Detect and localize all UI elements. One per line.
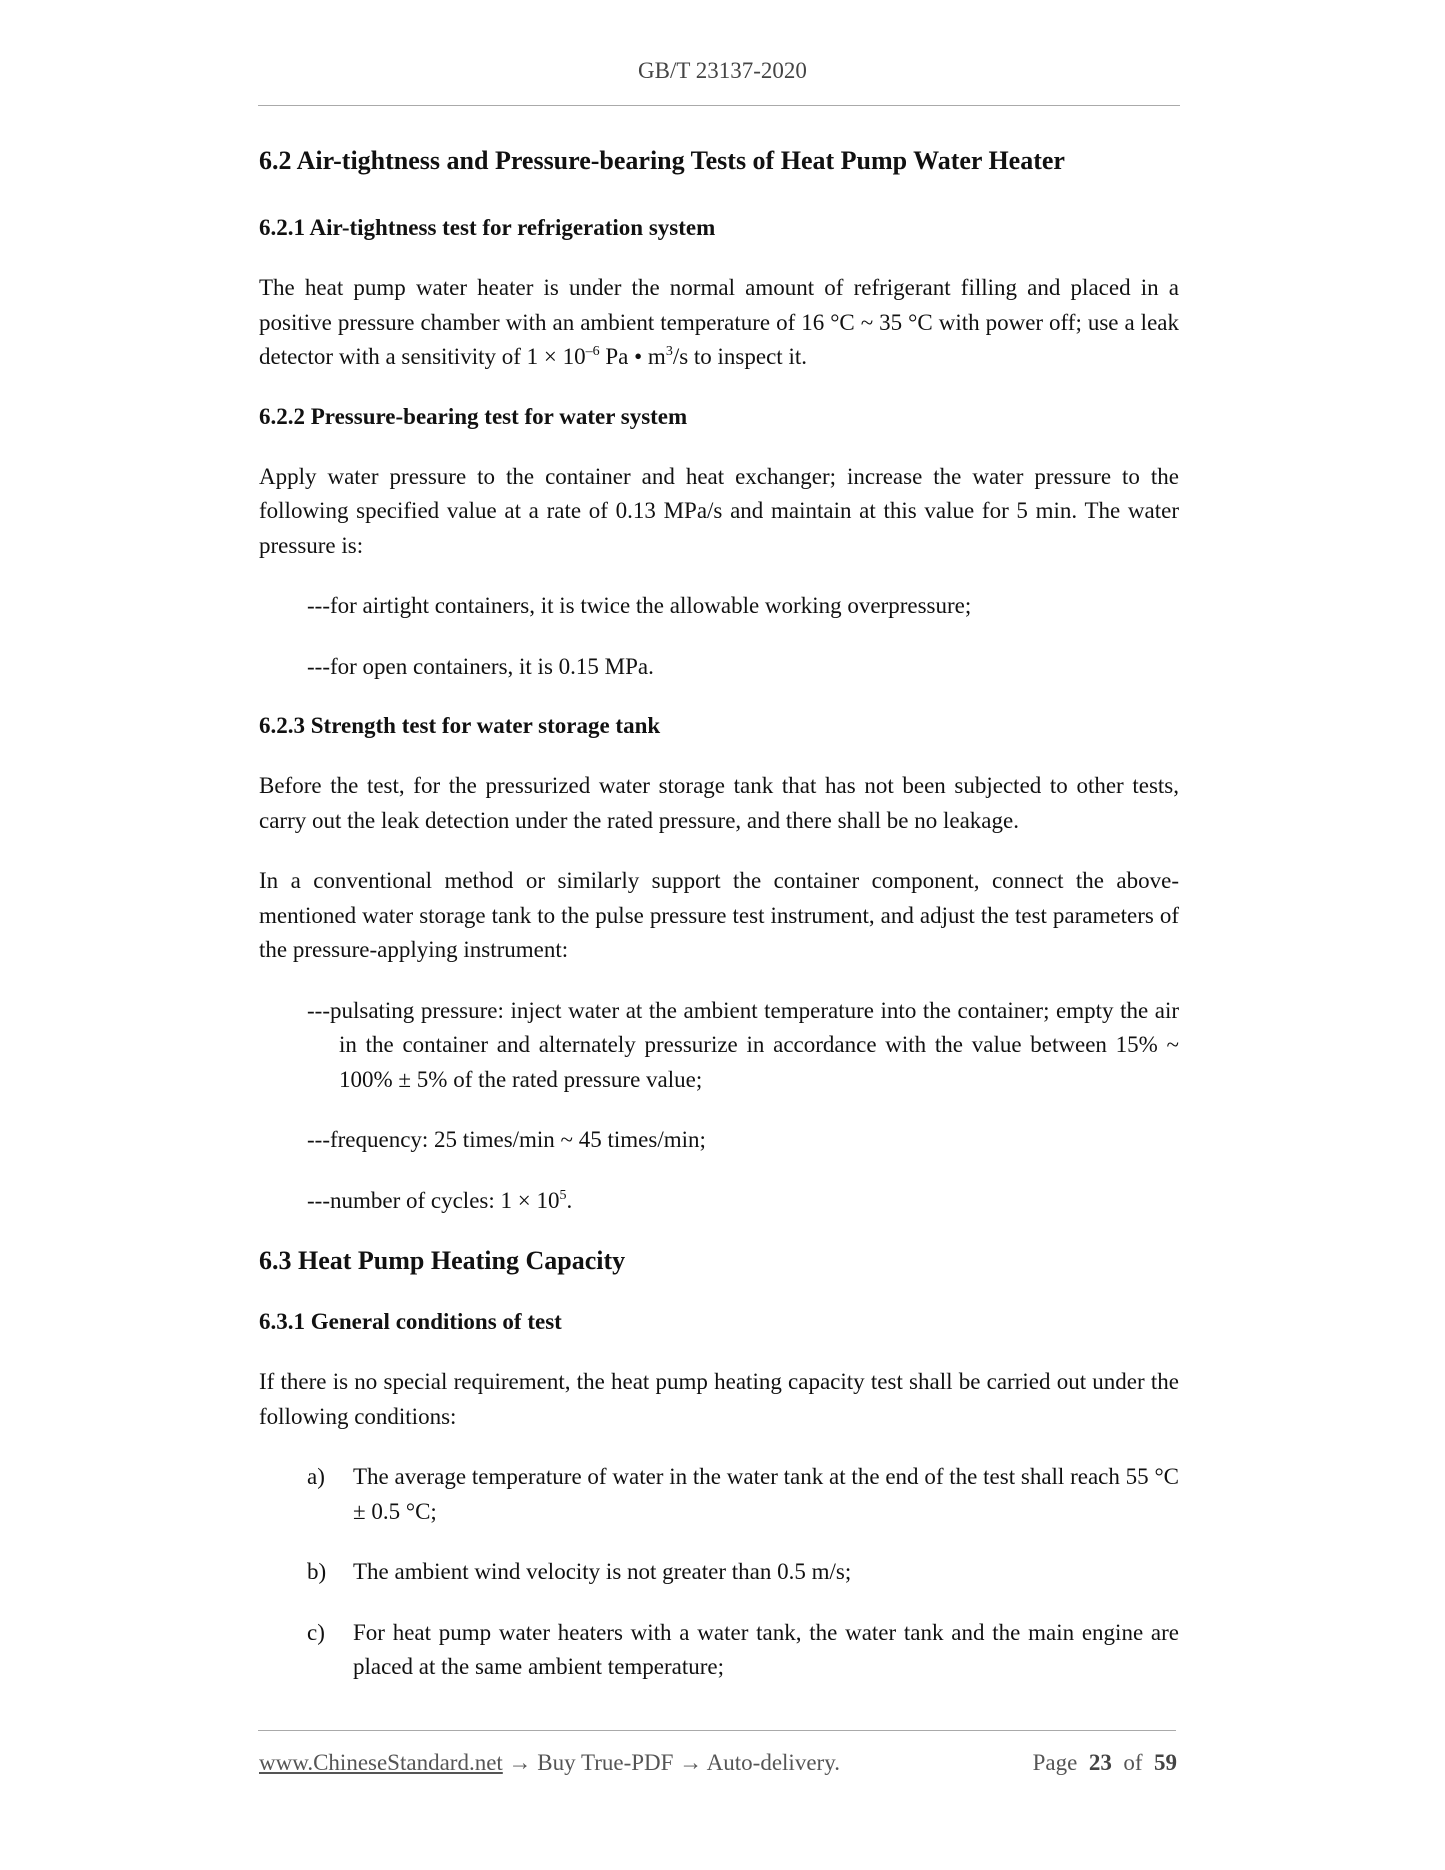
- website-link[interactable]: www.ChineseStandard.net: [259, 1750, 503, 1775]
- footer-text: Buy True-PDF: [537, 1750, 674, 1775]
- list-marker: a): [307, 1464, 325, 1489]
- page-header: GB/T 23137-2020: [638, 58, 807, 83]
- paragraph: In a conventional method or similarly support the container component, connect the above-mentioned water storage tank to the pulse pressure test instrument, and adjust the test parameters of the pressure-applying instrument:: [259, 868, 1179, 962]
- section-heading-6-3: 6.3 Heat Pump Heating Capacity: [259, 1246, 626, 1275]
- list-item: [259, 1555, 1179, 1590]
- footer-promo: [259, 1750, 840, 1776]
- document-body: [259, 144, 1179, 1711]
- dash-list-item: [307, 1184, 1179, 1219]
- dash-list-item: ---for open containers, it is 0.15 MPa.: [307, 653, 654, 679]
- arrow-icon: →: [508, 1750, 532, 1775]
- superscript: 5: [559, 1187, 567, 1203]
- subsection-heading-6-2-3: 6.2.3 Strength test for water storage tank: [259, 713, 661, 738]
- subsection-heading-6-2-2: 6.2.2 Pressure-bearing test for water system: [259, 403, 688, 429]
- page-number: [1033, 1750, 1177, 1776]
- list-marker: b): [307, 1559, 327, 1584]
- text-run: /s to inspect it.: [672, 344, 807, 369]
- text-run: .: [566, 1187, 573, 1213]
- current-page: 23: [1088, 1750, 1112, 1775]
- list-item-text: For heat pump water heaters with a water tank, the water tank and the main engine are placed at the same ambient temperature;: [353, 1619, 1179, 1679]
- paragraph: Before the test, for the pressurized water storage tank that has not been subjected to other tests, carry out the leak detection under the rated pressure, and there shall be no leakage.: [259, 773, 1179, 833]
- text-run: The heat pump water heater is under the normal amount of refrigerant filling and placed in a positive pressure chamber with an ambient temperature of 16 °C ~ 35 °C with power off; use a leak detector with a sensitivity of 1 × 10: [259, 275, 1179, 369]
- superscript: 3: [665, 344, 673, 359]
- superscript: –6: [585, 344, 600, 359]
- footer-text: Auto-delivery.: [706, 1750, 840, 1775]
- paragraph: If there is no special requirement, the heat pump heating capacity test shall be carried out under the following conditions:: [259, 1369, 1179, 1429]
- arrow-icon: →: [679, 1750, 703, 1775]
- subsection-heading-6-2-1: 6.2.1 Air-tightness test for refrigeration system: [259, 215, 716, 240]
- text-run: ---number of cycles: 1 × 10: [307, 1187, 560, 1213]
- of-label: of: [1123, 1750, 1143, 1775]
- page-label: Page: [1032, 1750, 1078, 1775]
- list-marker: c): [307, 1619, 325, 1645]
- footer-divider: [258, 1730, 1176, 1731]
- paragraph: [259, 271, 1179, 375]
- dash-list-item: ---pulsating pressure: inject water at the ambient temperature into the container; empty the air in the container and alternately pressurize in accordance with the value between 15% ~ 100% ± 5% of the rated pressure value;: [307, 997, 1179, 1092]
- section-heading-6-2: 6.2 Air-tightness and Pressure-bearing Tests of Heat Pump Water Heater: [259, 146, 1065, 175]
- dash-list-item: ---frequency: 25 times/min ~ 45 times/min;: [307, 1127, 706, 1152]
- subsection-heading-6-3-1: 6.3.1 General conditions of test: [259, 1309, 562, 1334]
- total-pages: 59: [1154, 1750, 1177, 1775]
- paragraph: Apply water pressure to the container and heat exchanger; increase the water pressure to the following specified value at a rate of 0.13 MPa/s and maintain at this value for 5 min. The water pressure is:: [259, 463, 1179, 558]
- dash-list-item: ---for airtight containers, it is twice the allowable working overpressure;: [307, 593, 972, 618]
- list-item: [259, 1616, 1179, 1685]
- list-item-text: The ambient wind velocity is not greater than 0.5 m/s;: [353, 1559, 852, 1584]
- list-item-text: The average temperature of water in the water tank at the end of the test shall reach 55 °C ± 0.5 °C;: [353, 1464, 1179, 1524]
- list-item: [259, 1460, 1179, 1529]
- text-run: Pa • m: [599, 344, 666, 369]
- header-divider: [258, 105, 1180, 106]
